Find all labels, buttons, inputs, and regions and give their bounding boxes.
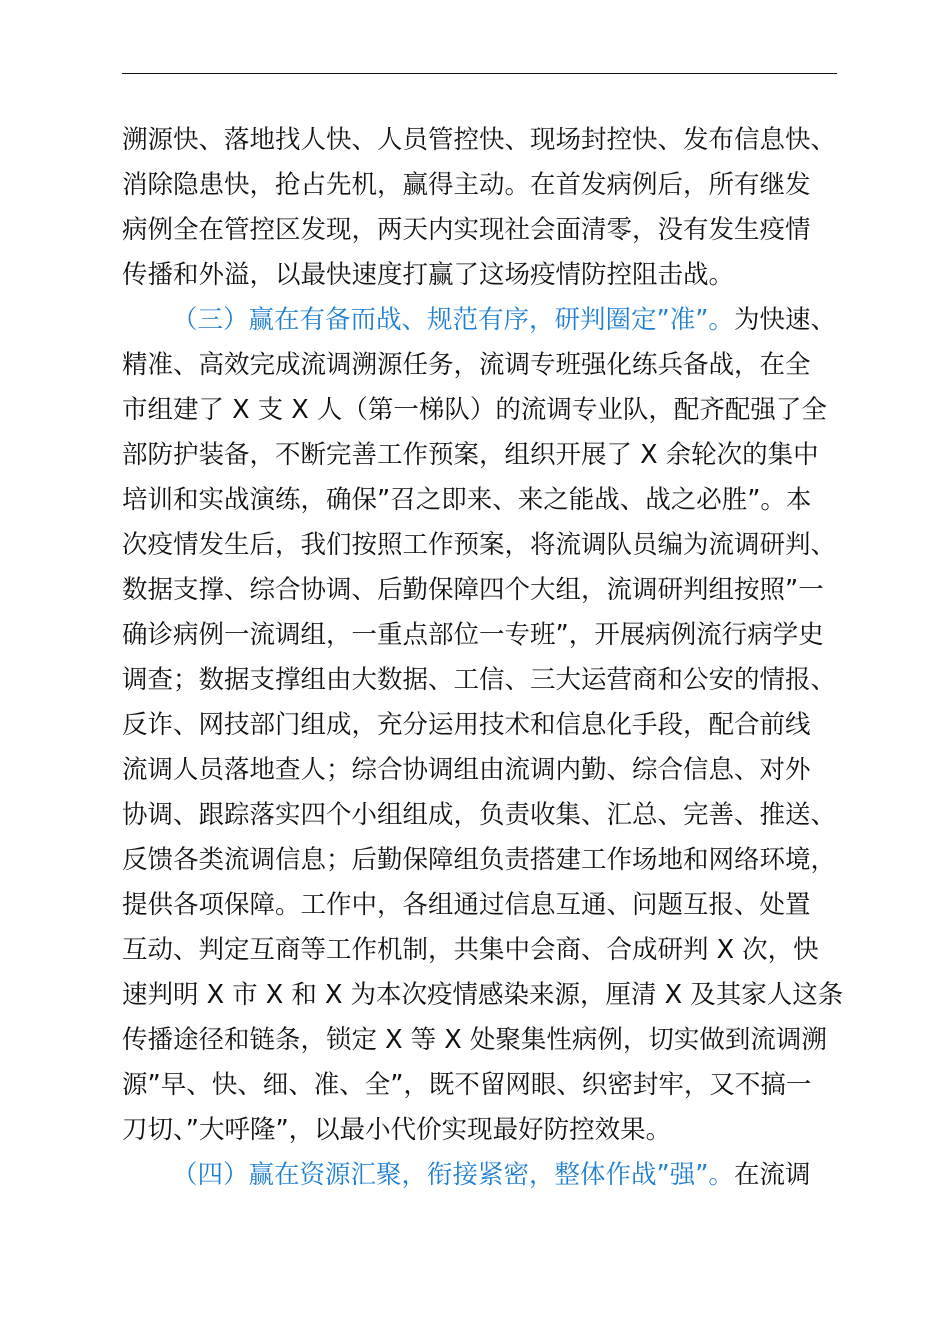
text-line: 次疫情发生后，我们按照工作预案，将流调队员编为流调研判、 (122, 530, 837, 560)
section-4-heading: （四）赢在资源汇聚，衔接紧密，整体作战”强”。 (172, 1160, 734, 1190)
text-line: 调查；数据支撑组由大数据、工信、三大运营商和公安的情报、 (122, 665, 837, 695)
text-line: 速判明 X 市 X 和 X 为本次疫情感染来源，厘清 X 及其家人这条 (122, 980, 844, 1010)
header-rule (122, 73, 837, 74)
section-4-first-line: （四）赢在资源汇聚，衔接紧密，整体作战”强”。在流调 (172, 1160, 811, 1190)
text-line: 协调、跟踪落实四个小组组成，负责收集、汇总、完善、推送、 (122, 800, 837, 830)
text-line: 传播途径和链条，锁定 X 等 X 处聚集性病例，切实做到流调溯 (122, 1025, 827, 1055)
text-line: 传播和外溢，以最快速度打赢了这场疫情防控阻击战。 (122, 260, 735, 290)
text-line: 部防护装备，不断完善工作预案，组织开展了 X 余轮次的集中 (122, 440, 819, 470)
text-line: 确诊病例一流调组，一重点部位一专班”，开展病例流行病学史 (122, 620, 824, 650)
text-line: 互动、判定互商等工作机制，共集中会商、合成研判 X 次，快 (122, 935, 819, 965)
text-line: 溯源快、落地找人快、人员管控快、现场封控快、发布信息快、 (122, 125, 837, 155)
text-line: 病例全在管控区发现，两天内实现社会面清零，没有发生疫情 (122, 215, 811, 245)
text-line: 刀切、”大呼隆”，以最小代价实现最好防控效果。 (122, 1115, 672, 1145)
text-line: 精准、高效完成流调溯源任务，流调专班强化练兵备战，在全 (122, 350, 811, 380)
text-line: 数据支撑、综合协调、后勤保障四个大组，流调研判组按照”一 (122, 575, 824, 605)
text-line: 提供各项保障。工作中，各组通过信息互通、问题互报、处置 (122, 890, 811, 920)
text-line: 消除隐患快，抢占先机，赢得主动。在首发病例后，所有继发 (122, 170, 811, 200)
section-3-heading: （三）赢在有备而战、规范有序，研判圈定”准”。 (172, 305, 734, 335)
text-line: 培训和实战演练，确保”召之即来、来之能战、战之必胜”。本 (122, 485, 812, 515)
text-line: 反诈、网技部门组成，充分运用技术和信息化手段，配合前线 (122, 710, 811, 740)
text-line: 源”早、快、细、准、全”，既不留网眼、织密封牢，又不搞一 (122, 1070, 812, 1100)
text-line: 反馈各类流调信息；后勤保障组负责搭建工作场地和网络环境， (122, 845, 837, 875)
text-line: 流调人员落地查人；综合协调组由流调内勤、综合信息、对外 (122, 755, 811, 785)
text-line: 市组建了 X 支 X 人（第一梯队）的流调专业队，配齐配强了全 (122, 395, 827, 425)
section-3-first-line: （三）赢在有备而战、规范有序，研判圈定”准”。为快速、 (172, 305, 836, 335)
